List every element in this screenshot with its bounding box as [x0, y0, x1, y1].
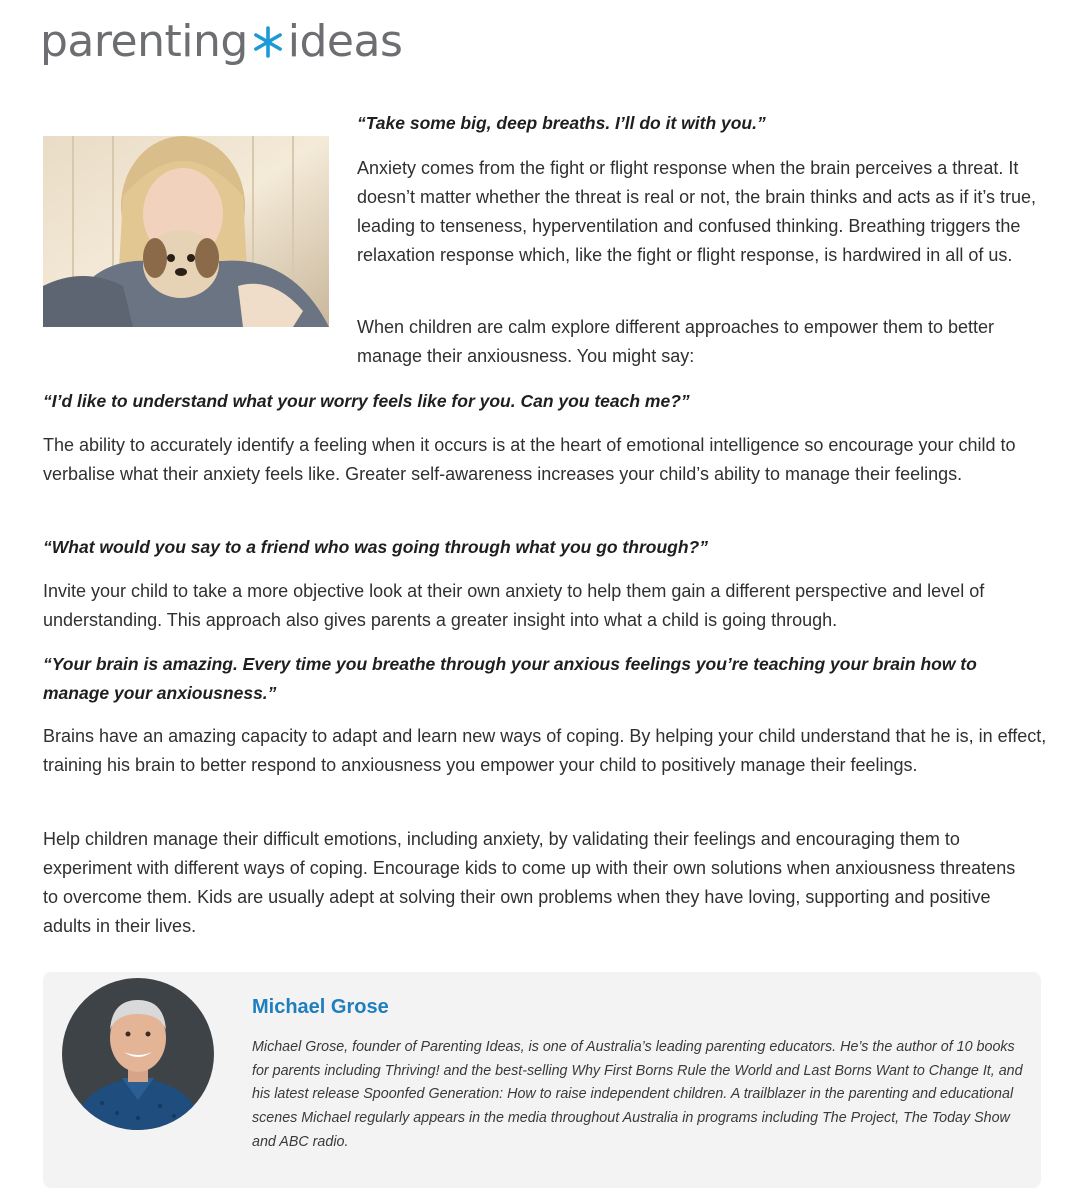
logo-word-ideas: ideas — [287, 16, 403, 67]
paragraph-emotional-intelligence: The ability to accurately identify a feeling when it occurs is at the heart of emotional intelligence so encourage your child to verbalise what their anxiety feels like. Greater self-awareness increases your child’s ability to manage their feelings. — [43, 435, 1016, 484]
parenting-ideas-logo[interactable] — [40, 12, 402, 72]
paragraph-brains-adapt: Brains have an amazing capacity to adapt and learn new ways of coping. By helping your child understand that he is, in effect, training his brain to better respond to anxiousness you empower your child to positively manage their feelings. — [43, 726, 1047, 775]
quote-breaths: “Take some big, deep breaths. I’ll do it with you.” — [357, 113, 766, 133]
paragraph-help-children: Help children manage their difficult emotions, including anxiety, by validating their feelings and encouraging them to experiment with different ways of coping. Encourage kids to come up with their own solutions when anxiousness threatens to overcome them. Kids are usually adept at solving their own problems when they have loving, supporting and positive adults in their lives. — [43, 829, 1016, 936]
girl-hugging-dog-photo — [43, 136, 329, 327]
author-name: Michael Grose — [252, 996, 389, 1018]
paragraph-fight-or-flight: Anxiety comes from the fight or flight response when the brain perceives a threat. It doesn’t matter whether the threat is real or not, the brain thinks and acts as if it’s true, leading to tenseness, hyperventilation and confused thinking. Breathing triggers the relaxation response which, like the fight or flight response, is hardwired in all of us. — [357, 158, 1037, 265]
author-avatar — [62, 978, 214, 1130]
asterisk-logo-icon — [251, 25, 285, 59]
logo-word-parenting: parenting — [40, 16, 248, 67]
author-bio-text: Michael Grose, founder of Parenting Ideas, is one of Australia’s leading parenting educators. He’s the author of 10 books for parents including Thriving! and the best-selling Why First Borns Rule the World and Last Borns Want to Change It, and his latest release Spoonfed Generation: How to raise independent children. A trailblazer in the parenting and educational scenes Michael regularly appears in the media throughout Australia in programs including The Project, The Today Show and ABC radio. — [252, 1039, 1023, 1150]
quote-brain-amazing: “Your brain is amazing. Every time you breathe through your anxious feelings you’re teaching your brain how to manage your anxiousness.” — [43, 654, 977, 703]
quote-friend: “What would you say to a friend who was going through what you go through?” — [43, 537, 708, 557]
author-bio-card — [43, 972, 1041, 1188]
paragraph-calm-approaches: When children are calm explore different approaches to empower them to better manage their anxiousness. You might say: — [357, 317, 995, 366]
paragraph-objective-look: Invite your child to take a more objective look at their own anxiety to help them gain a different perspective and level of understanding. This approach also gives parents a greater insight into what a child is going through. — [43, 581, 985, 630]
quote-understand-worry: “I’d like to understand what your worry feels like for you. Can you teach me?” — [43, 391, 690, 411]
